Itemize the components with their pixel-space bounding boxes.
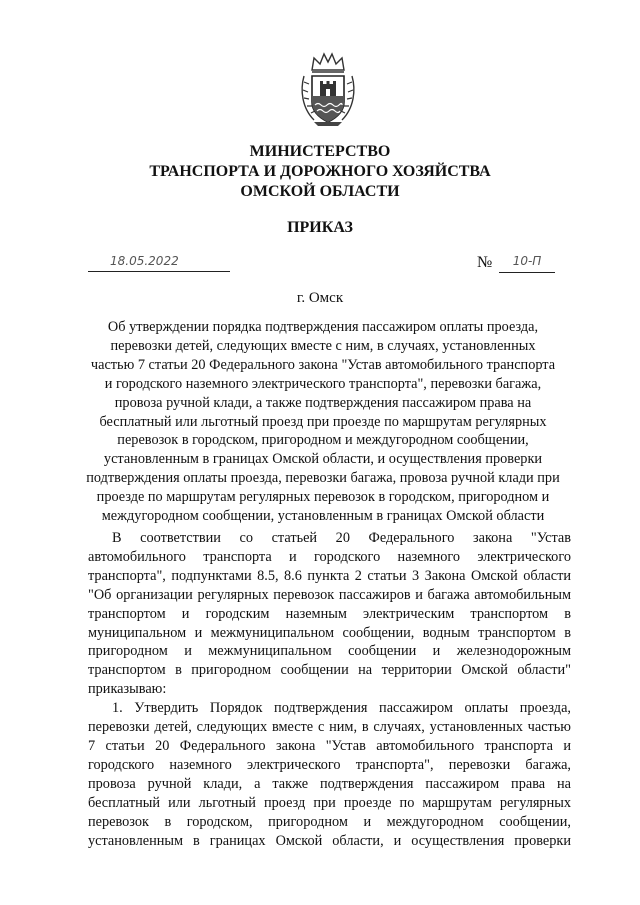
body-line: автомобильного транспорта и городского наземного электрического	[88, 548, 571, 565]
body-line: установленным в границах Омской области, и осуществления проверки	[88, 832, 571, 849]
order-date-field: 18.05.2022	[88, 254, 230, 272]
body-line: провоза ручной клади, а также подтверждения пассажиром права на	[88, 775, 571, 792]
subject-line: междугородном сообщении, установленным в границах Омской области	[101, 508, 545, 525]
body-line: транспортом в пригородном сообщении на территории Омской области"	[88, 662, 571, 679]
body-line: перевозки детей, следующих вместе с ним, в случаях, установленных частью	[88, 719, 571, 736]
body-line: "Об организации регулярных перевозок пассажиров и багажа автомобильным	[88, 586, 571, 603]
body-line: приказываю:	[88, 681, 167, 698]
subject-line: бесплатный или льготный проезд при проезде по маршрутам регулярных	[99, 413, 547, 430]
subject-line: перевозок в городском, пригородном и междугородном сообщении,	[117, 432, 529, 449]
body-line: 7 статьи 20 Федерального закона "Устав автомобильного транспорта и	[88, 737, 571, 754]
subject-line: установленным в границах Омской области, и осуществления проверки	[103, 451, 543, 468]
ministry-line-1: МИНИСТЕРСТВО	[249, 143, 391, 160]
number-sign: №	[477, 254, 493, 271]
subject-line: Об утверждении порядка подтверждения пассажиром оплаты проезда,	[107, 319, 539, 335]
city-name: г. Омск	[296, 290, 344, 306]
subject-line: провоза ручной клади, а также подтверждения пассажиром права на	[114, 394, 532, 411]
body-line: пригородном и межмуниципальном сообщении и железнодорожным	[88, 643, 571, 660]
order-number-field: 10-П	[499, 254, 555, 273]
ministry-line-2: ТРАНСПОРТА И ДОРОЖНОГО ХОЗЯЙСТВА	[149, 163, 491, 180]
document-body	[88, 529, 571, 850]
order-subject	[86, 318, 560, 526]
subject-line: подтверждения оплаты проезда, перевозки багажа, провоза ручной клади при	[86, 470, 560, 487]
omsk-coat-of-arms-emblem	[298, 50, 358, 128]
body-line: В соответствии со статьей 20 Федерального закона "Устав	[112, 530, 571, 546]
document-type-title: ПРИКАЗ	[287, 219, 353, 236]
body-line: транспортом и городским наземным электрическим транспортом в	[88, 605, 571, 622]
preamble-paragraph	[88, 529, 571, 699]
subject-line: и городского наземного электрического транспорта", перевозки багажа,	[104, 375, 542, 392]
subject-line: перевозки детей, следующих вместе с ним, в случаях, установленных	[110, 337, 536, 354]
body-line: муниципальном и межмуниципальном сообщении, водным транспортом в	[88, 624, 571, 641]
body-line: бесплатный или льготный проезд при проезде по маршрутам регулярных	[88, 794, 571, 811]
item-1-paragraph	[88, 699, 571, 850]
ministry-line-3: ОМСКОЙ ОБЛАСТИ	[240, 183, 400, 200]
body-line: перевозок в городском, пригородном и междугородном сообщении,	[88, 813, 571, 830]
subject-line: частью 7 статьи 20 Федерального закона "Устав автомобильного транспорта	[90, 356, 556, 373]
ministry-name	[0, 142, 640, 202]
body-line: транспорта", подпунктами 8.5, 8.6 пункта 2 статьи 3 Закона Омской области	[88, 567, 571, 584]
body-line: городского наземного электрического транспорта", перевозки багажа,	[88, 756, 571, 773]
body-line: 1. Утвердить Порядок подтверждения пассажиром оплаты проезда,	[112, 700, 571, 717]
subject-line: проезде по маршрутам регулярных перевозок в городском, пригородном и	[96, 489, 550, 506]
